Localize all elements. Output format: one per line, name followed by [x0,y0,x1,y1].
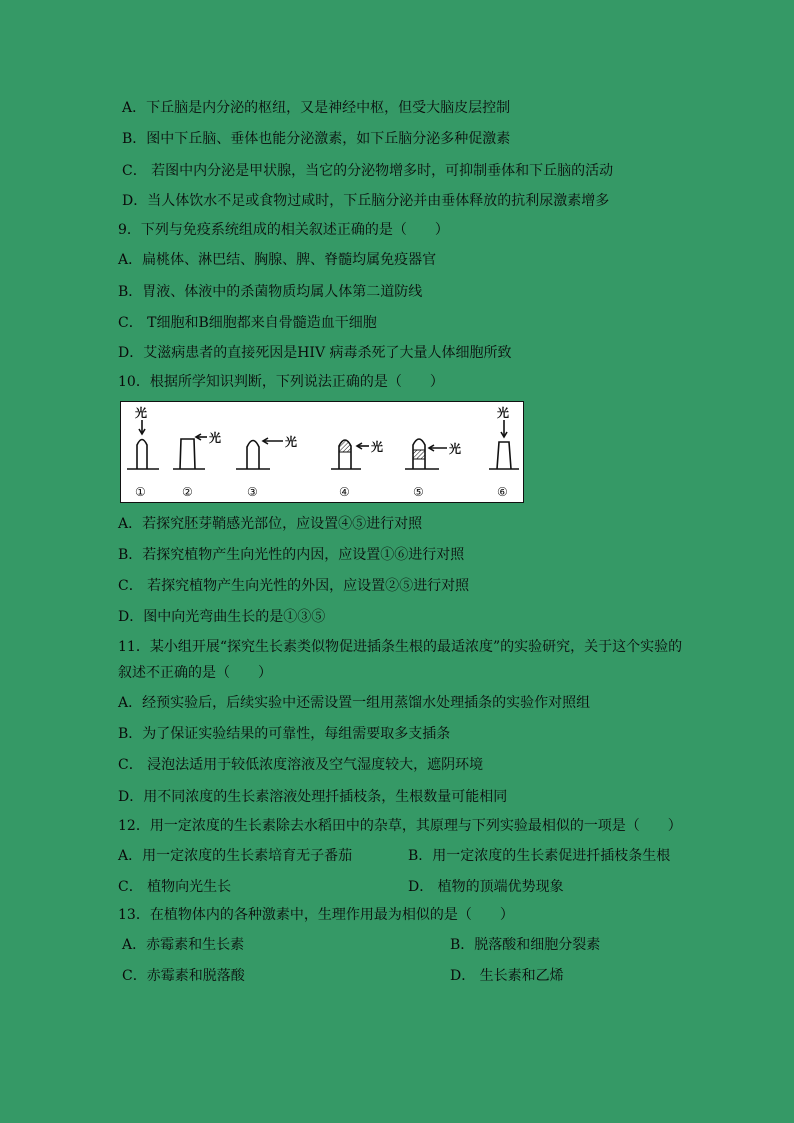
q9-stem: 9．下列与免疫系统组成的相关叙述正确的是（ ） [118,222,449,238]
coleoptile-phototropism-figure [120,401,524,503]
coleoptile-diagram [121,402,523,502]
q11-option-d: D．用不同浓度的生长素溶液处理扦插枝条，生根数量可能相同 [118,789,508,805]
light-label-5: 光 [449,442,462,456]
q11-option-b: B．为了保证实验结果的可靠性，每组需要取多支插条 [118,726,451,742]
q13-stem: 13．在植物体内的各种激素中，生理作用最为相似的是（ ） [118,907,514,923]
light-label-6: 光 [497,406,510,420]
coleoptile-3 [236,438,283,469]
figure-number-1: ① [135,485,146,499]
q10-option-b: B．若探究植物产生向光性的内因，应设置①⑥进行对照 [118,547,465,563]
q11-stem-line2: 叙述不正确的是（ ） [118,665,272,681]
q10-stem: 10．根据所学知识判断，下列说法正确的是（ ） [118,374,444,390]
coleoptile-5 [405,439,447,469]
q8-option-b: B．图中下丘脑、垂体也能分泌激素，如下丘脑分泌多种促激素 [122,131,511,147]
q12-option-c: C． 植物向光生长 [118,879,232,895]
q9-option-c: C． T细胞和B细胞都来自骨髓造血干细胞 [118,315,377,331]
q13-option-a: A．赤霉素和生长素 [122,937,245,953]
figure-number-6: ⑥ [497,485,508,499]
coleoptile-1 [127,420,159,469]
q8-option-d: D．当人体饮水不足或食物过咸时，下丘脑分泌并由垂体释放的抗利尿激素增多 [122,193,610,209]
coleoptile-6 [489,420,519,469]
lower-cover [413,450,425,459]
q10-option-d: D．图中向光弯曲生长的是①③⑤ [118,609,326,625]
light-label-1: 光 [135,406,148,420]
q13-option-b: B．脱落酸和细胞分裂素 [450,937,601,953]
light-label-2: 光 [209,431,222,445]
q9-option-b: B．胃液、体液中的杀菌物质均属人体第二道防线 [118,284,423,300]
q9-option-d: D．艾滋病患者的直接死因是HIV 病毒杀死了大量人体细胞所致 [118,345,512,361]
q9-option-a: A．扁桃体、淋巴结、胸腺、脾、脊髓均属免疫器官 [118,252,437,268]
coleoptile-2 [173,434,207,469]
q8-option-a: A．下丘脑是内分泌的枢纽，又是神经中枢，但受大脑皮层控制 [122,100,511,116]
q10-option-a: A．若探究胚芽鞘感光部位，应设置④⑤进行对照 [118,516,423,532]
figure-number-3: ③ [247,485,258,499]
light-label-4: 光 [371,440,384,454]
q12-stem: 12．用一定浓度的生长素除去水稻田中的杂草，其原理与下列实验最相似的一项是（ ） [118,818,682,834]
figure-number-2: ② [182,485,193,499]
q11-stem-line1: 11．某小组开展“探究生长素类似物促进插条生根的最适浓度”的实验研究，关于这个实验的 [118,639,683,655]
q8-option-c: C． 若图中内分泌是甲状腺，当它的分泌物增多时，可抑制垂体和下丘脑的活动 [122,163,614,179]
q12-option-a: A．用一定浓度的生长素培育无子番茄 [118,848,353,864]
q12-option-b: B．用一定浓度的生长素促进扦插枝条生根 [408,848,671,864]
light-label-3: 光 [285,435,298,449]
q12-option-d: D． 植物的顶端优势现象 [408,879,564,895]
q13-option-c: C．赤霉素和脱落酸 [122,968,245,984]
q11-option-a: A．经预实验后，后续实验中还需设置一组用蒸馏水处理插条的实验作对照组 [118,695,591,711]
q10-option-c: C． 若探究植物产生向光性的外因，应设置②⑤进行对照 [118,578,470,594]
figure-number-4: ④ [339,485,350,499]
q13-option-d: D． 生长素和乙烯 [450,968,564,984]
figure-number-5: ⑤ [413,485,424,499]
q11-option-c: C． 浸泡法适用于较低浓度溶液及空气湿度较大，遮阴环境 [118,757,484,773]
